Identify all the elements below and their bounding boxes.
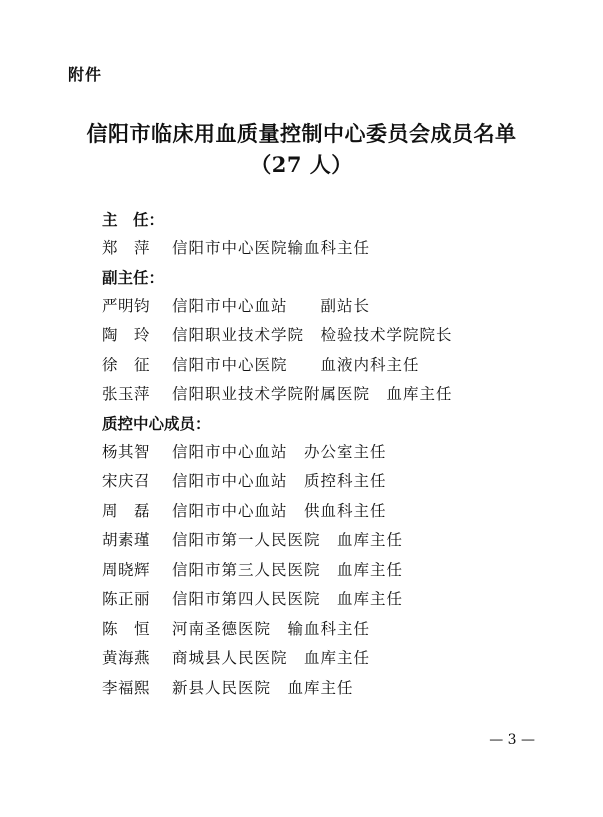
member-unit: 信阳市中心医院 血液内科主任 [172,355,420,374]
member-row [102,438,562,468]
member-name: 陈 恒 [102,619,151,638]
member-row [102,292,562,322]
member-unit: 信阳职业技术学院 检验技术学院院长 [172,326,453,344]
section-heading-qc-members: 质控中心成员： [102,414,211,433]
member-name: 胡素瑾 [102,531,151,549]
member-unit: 信阳市中心血站 办公室主任 [172,442,387,461]
member-name: 郑 萍 [102,239,151,257]
member-count: （27 人） [250,152,353,177]
member-list [102,206,562,703]
member-row [102,615,562,645]
member-name: 周晓辉 [102,560,151,579]
member-row [102,467,562,497]
member-unit: 信阳市中心血站 副站长 [172,296,371,315]
member-row [102,234,562,264]
member-name: 张玉萍 [102,385,151,403]
member-name: 宋庆召 [102,472,151,490]
member-row [102,497,562,527]
member-row [102,321,562,351]
member-name: 黄海燕 [102,649,151,667]
member-row [102,674,562,704]
member-name: 李福熙 [102,678,151,697]
member-row [102,585,562,615]
member-unit: 信阳市中心医院输血科主任 [172,239,371,257]
page-number: — 3 — [489,732,535,748]
section-heading-deputy-director: 副主任： [102,268,165,287]
member-name: 严明钧 [102,296,151,315]
member-row [102,380,562,410]
attachment-label: 附件 [68,65,103,84]
member-unit: 信阳市中心血站 质控科主任 [172,472,387,490]
member-name: 杨其智 [102,442,151,461]
member-row [102,351,562,381]
member-row [102,644,562,674]
member-unit: 信阳职业技术学院附属医院 血库主任 [172,385,453,403]
member-unit: 信阳市第一人民医院 血库主任 [172,531,404,549]
member-unit: 信阳市第四人民医院 血库主任 [172,590,404,608]
section-heading-director: 主 任： [102,211,165,229]
member-row [102,556,562,586]
member-unit: 信阳市第三人民医院 血库主任 [172,560,404,579]
member-unit: 信阳市中心血站 供血科主任 [172,501,387,520]
member-unit: 商城县人民医院 血库主任 [172,649,371,667]
member-name: 周 磊 [102,501,151,520]
member-name: 陈正丽 [102,590,151,608]
member-row [102,526,562,556]
document-title: 信阳市临床用血质量控制中心委员会成员名单 [86,121,517,146]
member-unit: 新县人民医院 血库主任 [172,678,354,697]
member-name: 陶 玲 [102,326,151,344]
member-unit: 河南圣德医院 输血科主任 [172,619,371,638]
member-name: 徐 征 [102,355,151,374]
